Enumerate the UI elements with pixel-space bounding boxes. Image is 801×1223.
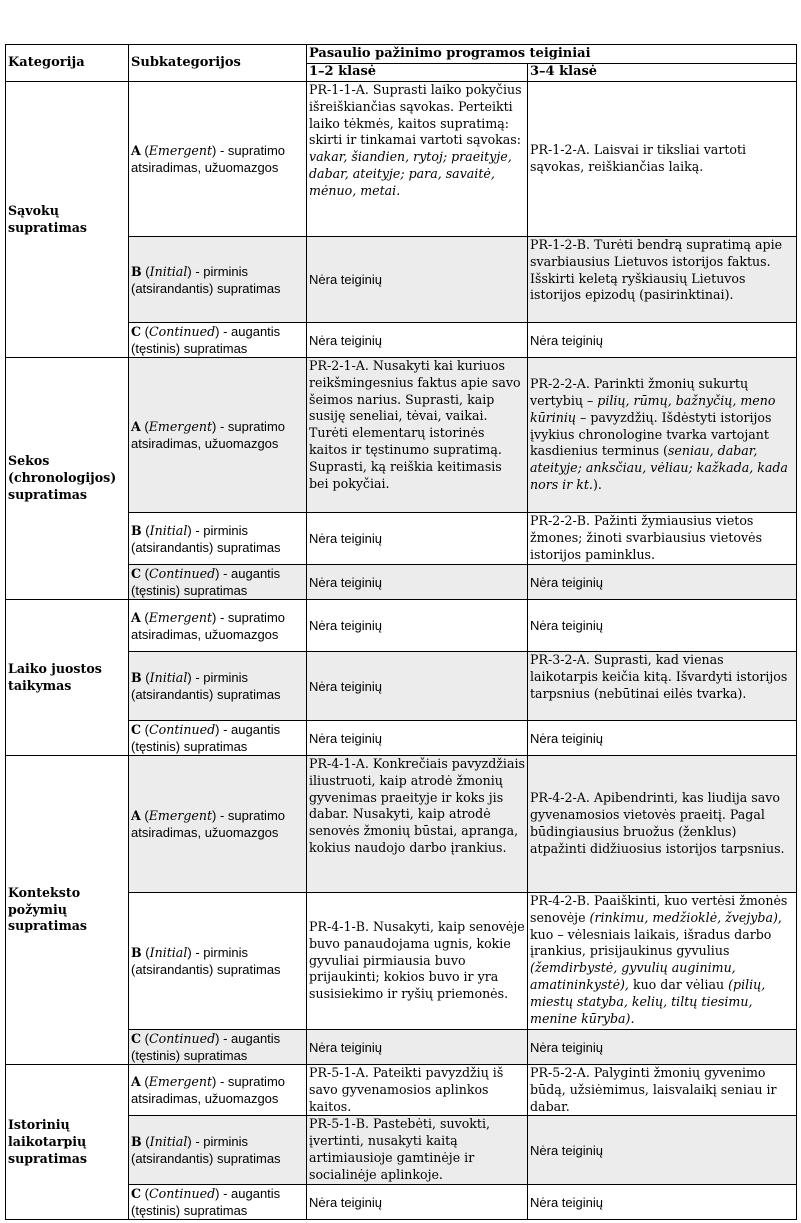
category-name: Sekos (chronologijos) supratimas bbox=[6, 358, 129, 600]
curriculum-table bbox=[5, 44, 797, 1220]
statement-1-2: PR-4-1-B. Nusakyti, kaip senovėje buvo panaudojama ugnis, kokie gyvuliai pirmiausia buvo prijaukinti; kokios buvo ir yra susisiekimo ir ryšių priemonės. bbox=[307, 893, 528, 1030]
header-program: Pasaulio pažinimo programos teiginiai bbox=[307, 45, 797, 64]
subcategory-b: B (Initial) - pirminis (atsirandantis) supratimas bbox=[129, 237, 307, 323]
statement-3-4: PR-4-2-B. Paaiškinti, kuo vertėsi žmonės senovėje (rinkimu, medžioklė, žvejyba), kuo – vėlesniais laikais, išradus darbo įrankius, prisijaukinus gyvulius (žemdirbystė, gyvulių auginimu, amatininkystė), kuo dar vėliau (pilių, miestų statyba, kelių, tiltų tiesimu, menine kūryba). bbox=[528, 893, 797, 1030]
statement-3-4: Nėra teiginių bbox=[528, 600, 797, 652]
table-row bbox=[6, 600, 797, 652]
subcategory-b: B (Initial) - pirminis (atsirandantis) supratimas bbox=[129, 513, 307, 565]
table-row bbox=[6, 358, 797, 513]
subcategory-b: B (Initial) - pirminis (atsirandantis) supratimas bbox=[129, 893, 307, 1030]
subcategory-a: A (Emergent) - supratimo atsiradimas, užuomazgos bbox=[129, 600, 307, 652]
header-grade-1-2: 1–2 klasė bbox=[307, 64, 528, 82]
statement-1-2: PR-5-1-A. Pateikti pavyzdžių iš savo gyvenamosios aplinkos kaitos. bbox=[307, 1065, 528, 1116]
statement-1-2: Nėra teiginių bbox=[307, 652, 528, 721]
statement-1-2: Nėra teiginių bbox=[307, 237, 528, 323]
statement-1-2: Nėra teiginių bbox=[307, 1185, 528, 1220]
subcategory-a: A (Emergent) - supratimo atsiradimas, užuomazgos bbox=[129, 358, 307, 513]
category-name: Laiko juostos taikymas bbox=[6, 600, 129, 756]
subcategory-a: A (Emergent) - supratimo atsiradimas, užuomazgos bbox=[129, 756, 307, 893]
statement-3-4: PR-1-2-A. Laisvai ir tiksliai vartoti sąvokas, reiškiančias laiką. bbox=[528, 82, 797, 237]
subcategory-b: B (Initial) - pirminis (atsirandantis) supratimas bbox=[129, 1116, 307, 1185]
header-category: Kategorija bbox=[6, 45, 129, 82]
subcategory-c: C (Continued) - augantis (tęstinis) supratimas bbox=[129, 1030, 307, 1065]
category-name: Konteksto požymių supratimas bbox=[6, 756, 129, 1065]
statement-1-2: Nėra teiginių bbox=[307, 565, 528, 600]
statement-3-4: PR-2-2-A. Parinkti žmonių sukurtų vertybių – pilių, rūmų, bažnyčių, meno kūrinių – pavyzdžių. Išdėstyti istorijos įvykius chronologine tvarka vartojant kasdienius terminus (seniau, dabar, ateityje; anksčiau, vėliau; kažkada, kada nors ir kt.). bbox=[528, 358, 797, 513]
statement-3-4: PR-4-2-A. Apibendrinti, kas liudija savo gyvenamosios vietovės praeitį. Pagal būdingiausius bruožus (ženklus) atpažinti didžiuosius istorijos tarpsnius. bbox=[528, 756, 797, 893]
statement-1-2: Nėra teiginių bbox=[307, 721, 528, 756]
statement-1-2: Nėra teiginių bbox=[307, 1030, 528, 1065]
statement-3-4: PR-1-2-B. Turėti bendrą supratimą apie svarbiausius Lietuvos istorijos faktus. Išskirti keletą ryškiausių Lietuvos istorijos epizodų (pasirinktinai). bbox=[528, 237, 797, 323]
subcategory-c: C (Continued) - augantis (tęstinis) supratimas bbox=[129, 721, 307, 756]
category-name: Istorinių laikotarpių supratimas bbox=[6, 1065, 129, 1220]
header-grade-3-4: 3–4 klasė bbox=[528, 64, 797, 82]
subcategory-c: C (Continued) - augantis (tęstinis) supratimas bbox=[129, 323, 307, 358]
statement-3-4: PR-5-2-A. Palyginti žmonių gyvenimo būdą, užsiėmimus, laisvalaikį seniau ir dabar. bbox=[528, 1065, 797, 1116]
statement-3-4: Nėra teiginių bbox=[528, 565, 797, 600]
subcategory-a: A (Emergent) - supratimo atsiradimas, užuomazgos bbox=[129, 82, 307, 237]
statement-1-2: Nėra teiginių bbox=[307, 513, 528, 565]
subcategory-a: A (Emergent) - supratimo atsiradimas, užuomazgos bbox=[129, 1065, 307, 1116]
table-row bbox=[6, 82, 797, 237]
statement-3-4: PR-2-2-B. Pažinti žymiausius vietos žmones; žinoti svarbiausius vietovės istorijos paminklus. bbox=[528, 513, 797, 565]
statement-3-4: Nėra teiginių bbox=[528, 721, 797, 756]
statement-3-4: PR-3-2-A. Suprasti, kad vienas laikotarpis keičia kitą. Išvardyti istorijos tarpsnius (nebūtinai eilės tvarka). bbox=[528, 652, 797, 721]
subcategory-c: C (Continued) - augantis (tęstinis) supratimas bbox=[129, 1185, 307, 1220]
statement-1-2: PR-5-1-B. Pastebėti, suvokti, įvertinti, nusakyti kaitą artimiausioje gamtinėje ir socialinėje aplinkoje. bbox=[307, 1116, 528, 1185]
statement-1-2: PR-2-1-A. Nusakyti kai kuriuos reikšmingesnius faktus apie savo šeimos narius. Suprasti, kaip susiję seneliai, tėvai, vaikai. Turėti elementarų istorinės kaitos ir tęstinumo supratimą. Suprasti, ką reiškia keitimasis bei pokyčiai. bbox=[307, 358, 528, 513]
statement-1-2: PR-4-1-A. Konkrečiais pavyzdžiais iliustruoti, kaip atrodė žmonių gyvenimas praeityje ir koks jis dabar. Nusakyti, kaip atrodė senovės žmonių būstai, apranga, kokius naudojo darbo įrankius. bbox=[307, 756, 528, 893]
statement-3-4: Nėra teiginių bbox=[528, 1116, 797, 1185]
statement-3-4: Nėra teiginių bbox=[528, 1030, 797, 1065]
statement-1-2: Nėra teiginių bbox=[307, 323, 528, 358]
statement-3-4: Nėra teiginių bbox=[528, 1185, 797, 1220]
subcategory-b: B (Initial) - pirminis (atsirandantis) supratimas bbox=[129, 652, 307, 721]
category-name: Sąvokų supratimas bbox=[6, 82, 129, 358]
statement-1-2: PR-1-1-A. Suprasti laiko pokyčius išreiškiančias sąvokas. Perteikti laiko tėkmės, kaitos supratimą: skirti ir tinkamai vartoti sąvokas: vakar, šiandien, rytoj; praeityje, dabar, ateityje; para, savaitė, mėnuo, metai. bbox=[307, 82, 528, 237]
table-row bbox=[6, 1065, 797, 1116]
statement-3-4: Nėra teiginių bbox=[528, 323, 797, 358]
table-row bbox=[6, 756, 797, 893]
subcategory-c: C (Continued) - augantis (tęstinis) supratimas bbox=[129, 565, 307, 600]
statement-1-2: Nėra teiginių bbox=[307, 600, 528, 652]
header-subcategory: Subkategorijos bbox=[129, 45, 307, 82]
